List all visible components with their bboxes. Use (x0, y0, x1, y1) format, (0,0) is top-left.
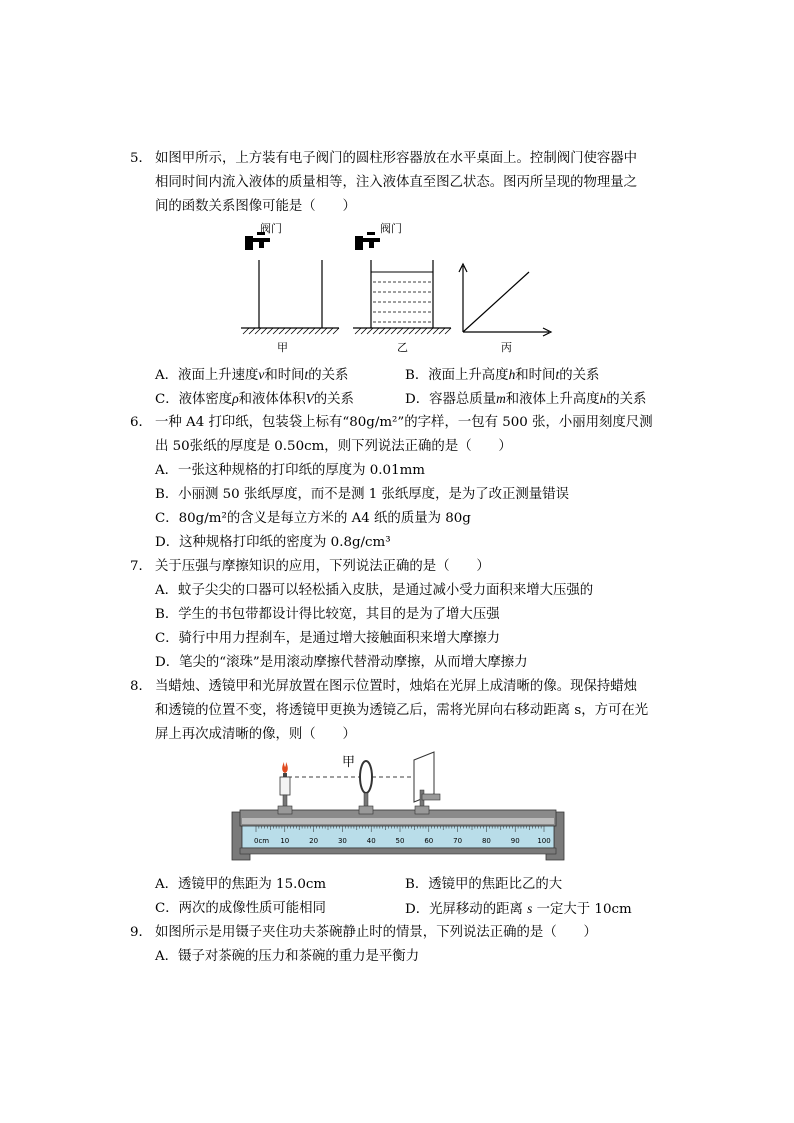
question-text: 间的函数关系图像可能是（ ） (155, 199, 356, 214)
option-d[interactable]: D．这种规格打印纸的密度为 0.8g/cm³ (155, 535, 391, 550)
option-c[interactable]: C．80g/m²的含义是每立方米的 A4 纸的质量为 80g (155, 511, 471, 526)
lens-holder (359, 761, 373, 814)
option-b[interactable]: B．液面上升高度h和时间t的关系 (405, 367, 600, 383)
ruler-label: 0cm (254, 837, 270, 845)
question-text: 出 50张纸的厚度是 0.50cm，则下列说法正确的是（ ） (155, 439, 512, 454)
option-c[interactable]: C．骑行中用力捏刹车，是通过增大接触面积来增大摩擦力 (155, 631, 501, 646)
figure-label-jia: 甲 (277, 341, 288, 354)
question-text: 如图所示是用镊子夹住功夫茶碗静止时的情景，下列说法正确的是（ ） (155, 925, 597, 940)
option-a[interactable]: A．液面上升速度v和时间t的关系 (155, 367, 349, 383)
ruler-label: 80 (481, 837, 491, 845)
question-number: 5． (130, 151, 152, 166)
q5-figure (235, 218, 555, 358)
figure-jia (241, 221, 339, 354)
graph-line (463, 272, 529, 332)
figure-bing (459, 264, 551, 354)
valve-label: 阀门 (380, 222, 402, 235)
liquid-dashes (373, 282, 431, 322)
question-number: 6． (130, 415, 152, 430)
bench-bottom (240, 848, 556, 854)
question-text: 当蜡烛、透镜甲和光屏放置在图示位置时，烛焰在光屏上成清晰的像。现保持蜡烛 (155, 679, 638, 694)
option-a[interactable]: A．透镜甲的焦距为 15.0cm (155, 877, 327, 892)
faucet-body (245, 236, 253, 250)
flame-icon (282, 762, 288, 773)
bench-rail (242, 818, 554, 824)
ruler-label: 100 (537, 837, 551, 845)
question-number: 7． (130, 559, 152, 574)
ruler-label: 40 (366, 837, 376, 845)
figure-label-yi: 乙 (397, 341, 408, 354)
light-screen (414, 752, 440, 814)
ruler-label: 30 (337, 837, 347, 845)
question-text: 一种 A4 打印纸，包装袋上标有“80g/m²”的字样，一包有 500 张，小丽用刻度尺测 (155, 415, 653, 430)
option-d[interactable]: D．光屏移动的距离 s 一定大于 10cm (405, 901, 632, 917)
ruler-label: 70 (453, 837, 463, 845)
question-number: 8． (130, 679, 152, 694)
option-d[interactable]: D．容器总质量m和液体上升高度h的关系 (405, 391, 647, 407)
option-a[interactable]: A．蚊子尖尖的口器可以轻松插入皮肤，是通过减小受力面积来增大压强的 (155, 583, 594, 598)
question-text: 如图甲所示，上方装有电子阀门的圆柱形容器放在水平桌面上。控制阀门使容器中 (155, 151, 638, 166)
option-a[interactable]: A．一张这种规格的打印纸的厚度为 0.01mm (155, 463, 425, 478)
question-text: 关于压强与摩擦知识的应用，下列说法正确的是（ ） (155, 559, 490, 574)
option-b[interactable]: B．学生的书包带都设计得比较宽，其目的是为了增大压强 (155, 607, 500, 622)
ruler-label: 90 (510, 837, 520, 845)
option-c[interactable]: C．液体密度ρ和液体体积V的关系 (155, 391, 354, 407)
question-number: 9． (130, 925, 152, 940)
ruler-label: 60 (424, 837, 434, 845)
option-b[interactable]: B．透镜甲的焦距比乙的大 (405, 877, 563, 892)
table-hatching (243, 328, 339, 334)
lens (360, 761, 372, 793)
option-b[interactable]: B．小丽测 50 张纸厚度，而不是测 1 张纸厚度，是为了改正测量错误 (155, 487, 569, 502)
question-text: 相同时间内流入液体的质量相等，注入液体直至图乙状态。图丙所呈现的物理量之 (155, 175, 638, 190)
ruler-label: 50 (395, 837, 405, 845)
valve-label: 阀门 (260, 222, 282, 235)
figure-label-bing: 丙 (501, 341, 512, 354)
ruler-label: 20 (309, 837, 319, 845)
option-a[interactable]: A．镊子对茶碗的压力和茶碗的重力是平衡力 (155, 949, 420, 964)
candle-body (280, 777, 290, 795)
faucet-icon (363, 238, 380, 248)
optical-bench-figure (228, 750, 578, 868)
lens-label: 甲 (342, 755, 356, 770)
option-d[interactable]: D．笔尖的“滚珠”是用滚动摩擦代替滑动摩擦，从而增大摩擦力 (155, 655, 528, 670)
ruler-label: 10 (280, 837, 290, 845)
option-c[interactable]: C．两次的成像性质可能相同 (155, 901, 326, 916)
table-hatching (355, 328, 451, 334)
question-text: 和透镜的位置不变，将透镜甲更换为透镜乙后，需将光屏向右移动距离 s，方可在光 (155, 703, 649, 718)
question-text: 屏上再次成清晰的像，则（ ） (155, 727, 356, 742)
faucet-icon (253, 238, 270, 248)
candle (278, 762, 292, 814)
figure-yi (353, 221, 451, 354)
